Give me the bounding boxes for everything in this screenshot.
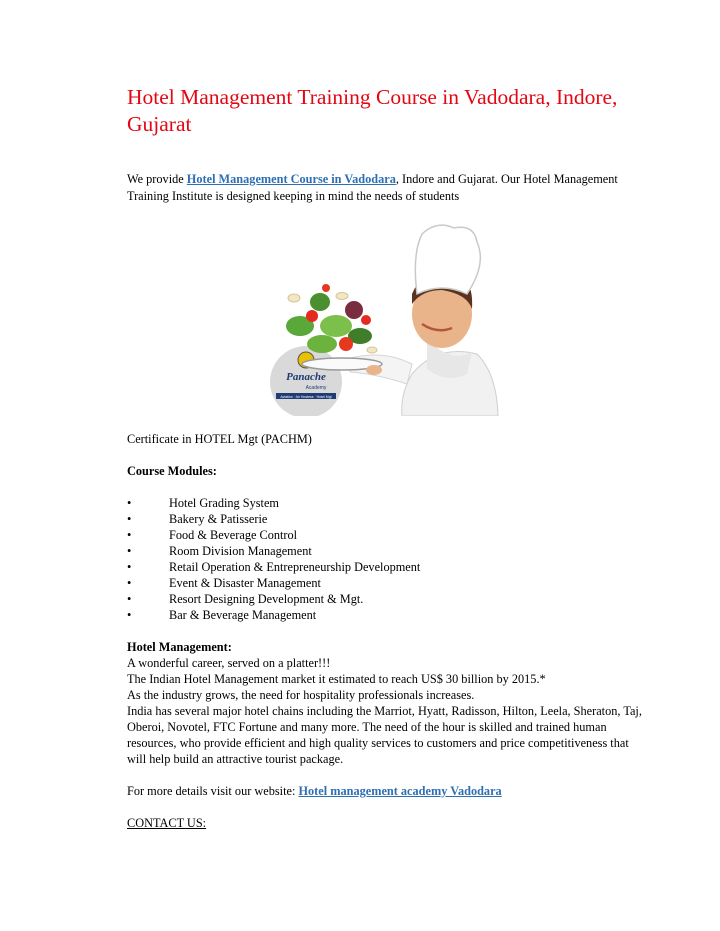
bullet: • [127,592,132,606]
hotel-management-heading: Hotel Management: [127,640,232,654]
bullet: • [127,544,132,558]
website-link[interactable]: Hotel management academy Vadodara [298,784,502,798]
bullet: • [127,608,132,622]
module-label: Bakery & Patisserie [169,512,268,526]
module-label: Room Division Management [169,544,312,558]
logo-tagline: Aviation · Air Hostess · Hotel Mgt [280,395,332,399]
bullet: • [127,528,132,542]
page-title: Hotel Management Training Course in Vadodara, Indore, Gujarat [127,85,618,136]
hotel-management-section [127,639,647,831]
paragraph-line: As the industry grows, the need for hospitality professionals increases. [127,688,475,702]
paragraph-line: India has several major hotel chains including the Marriot, Hyatt, Radisson, Hilton, Leela, Sheraton, Taj, Oberoi, Novotel, FTC Fortune and many more. The need of the hour is skilled and trained human resources, who provide efficient and high quality services to customers and price competitiveness that will help build an attractive tourist package. [127,704,642,766]
logo-name: Panache [286,371,326,383]
academy-logo [270,346,342,416]
module-label: Food & Beverage Control [169,528,298,542]
paragraph-line: A wonderful career, served on a platter!!! [127,656,331,670]
certificate-text: Certificate in HOTEL Mgt (PACHM) [127,432,312,446]
visit-line [127,783,647,799]
salad-illustration [286,284,377,353]
paragraph-line: The Indian Hotel Management market it estimated to reach US$ 30 billion by 2015.* [127,672,546,686]
module-label: Bar & Beverage Management [169,608,317,622]
intro-prefix: We provide [127,172,187,186]
bullet: • [127,496,132,510]
intro-paragraph [127,171,647,204]
bullet: • [127,512,132,526]
modules-heading: Course Modules: [127,464,217,478]
course-link[interactable]: Hotel Management Course in Vadodara [186,172,396,186]
bullet: • [127,576,132,590]
intro-suffix: , Indore and Gujarat. Our Hotel Management Training Institute is designed keeping in mind the needs of students [127,172,618,203]
chef-hero-image [262,224,502,416]
bullet: • [127,560,132,574]
module-label: Event & Disaster Management [169,576,321,590]
contact-heading: CONTACT US: [127,816,207,830]
visit-prefix: For more details visit our website: [127,784,299,798]
module-label: Hotel Grading System [169,496,279,510]
logo-sub: Academy [305,385,327,391]
module-label: Resort Designing Development & Mgt. [169,592,364,606]
module-label: Retail Operation & Entrepreneurship Development [169,560,421,574]
